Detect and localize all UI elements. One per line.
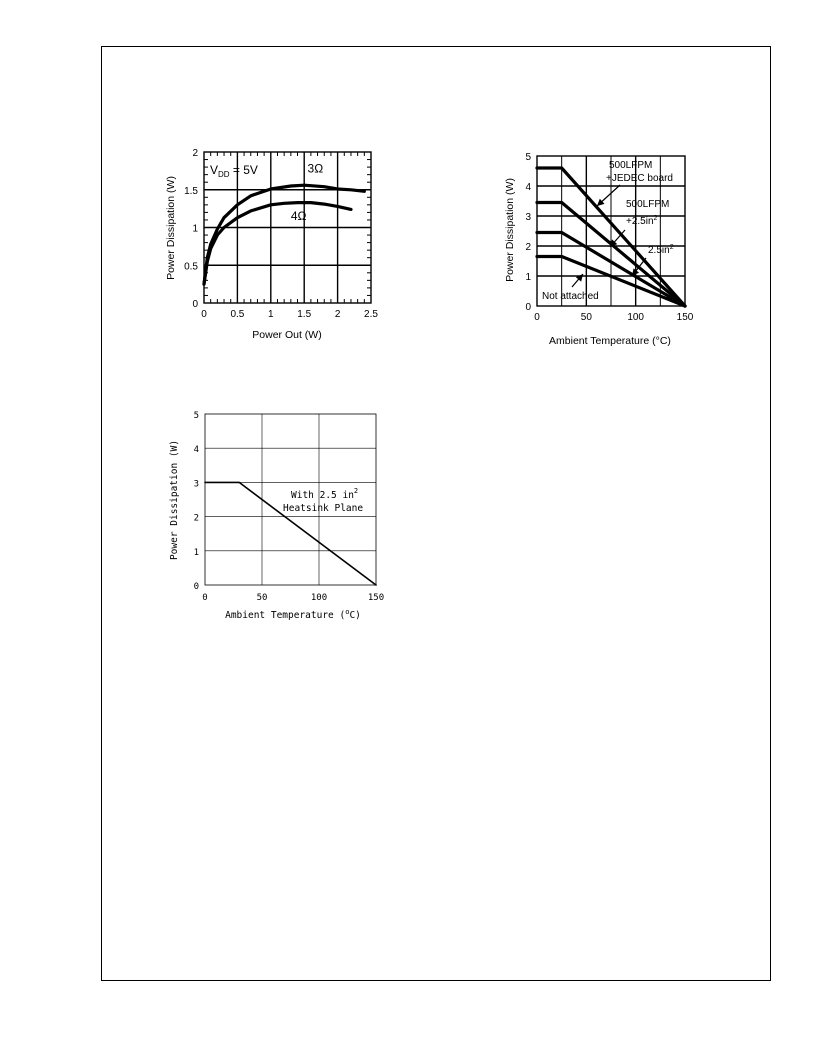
y-tick-label: 0 <box>193 582 199 592</box>
y-axis-label: Power Dissipation (W) <box>169 439 180 561</box>
y-tick-label: 0.5 <box>184 261 198 273</box>
x-tick-label: 2.5 <box>364 309 378 320</box>
y-tick-label: 3 <box>193 479 199 490</box>
y-tick-label: 5 <box>193 411 199 421</box>
y-tick-label: 1 <box>525 272 531 283</box>
x-axis-label: Power Out (W) <box>252 329 322 341</box>
x-axis-label: Ambient Temperature (°C) <box>549 335 671 347</box>
x-tick-label: 1.5 <box>297 309 312 320</box>
y-axis-label: Power Dissipation (W) <box>504 178 516 282</box>
x-tick-label: 150 <box>367 593 385 603</box>
y-tick-label: 1 <box>192 223 198 235</box>
y-tick-label: 1 <box>193 547 199 558</box>
x-tick-label: 0.5 <box>230 309 245 320</box>
annotation-heatsink: With 2.5 $in^2$ Heatsink Plane <box>283 487 364 514</box>
y-tick-label: 0 <box>525 302 531 313</box>
x-axis-label: Ambient Temperature ($^o$C) <box>225 608 361 621</box>
x-tick-label: 50 <box>256 593 268 603</box>
curve-label-500lfpm-2-5in: 500LFPM $+2.5in^2$ <box>626 199 670 227</box>
x-tick-label: 1 <box>268 309 274 320</box>
x-tick-label: 0 <box>534 312 540 323</box>
y-tick-label: 4 <box>525 182 531 193</box>
y-tick-label: 4 <box>193 445 199 456</box>
condition-label: $V_{DD} = 5V$ <box>210 163 258 179</box>
x-tick-label: 0 <box>201 309 207 320</box>
chart-power-vs-output <box>160 140 390 350</box>
x-tick-label: 50 <box>580 312 592 323</box>
chart-power-vs-temperature-heatsink <box>500 145 710 355</box>
curve-label-jedec: 500LFPM +JEDEC board <box>606 160 673 184</box>
y-tick-label: 5 <box>525 152 531 163</box>
curve-label-2-5in: $2.5in^2$ <box>648 244 674 256</box>
y-tick-label: 1.5 <box>184 185 198 197</box>
chart-power-vs-temperature-plane <box>165 405 395 630</box>
x-tick-label: 100 <box>310 593 328 603</box>
x-tick-label: 0 <box>202 593 208 603</box>
x-tick-label: 150 <box>676 312 694 323</box>
annotation-3ohm: 3Ω <box>307 161 324 176</box>
y-tick-label: 2 <box>525 242 531 253</box>
y-tick-label: 2 <box>192 148 198 159</box>
y-tick-label: 3 <box>525 212 531 223</box>
annotation-4ohm: 4Ω <box>290 208 307 223</box>
series-line <box>204 185 364 284</box>
y-axis-label: Power Dissipation (W) <box>165 176 177 280</box>
curve-label-not-attached: Not attached <box>542 291 599 302</box>
x-tick-label: 2 <box>334 309 341 320</box>
x-tick-label: 100 <box>627 312 645 323</box>
y-tick-label: 2 <box>193 513 199 524</box>
y-tick-label: 0 <box>192 299 198 310</box>
